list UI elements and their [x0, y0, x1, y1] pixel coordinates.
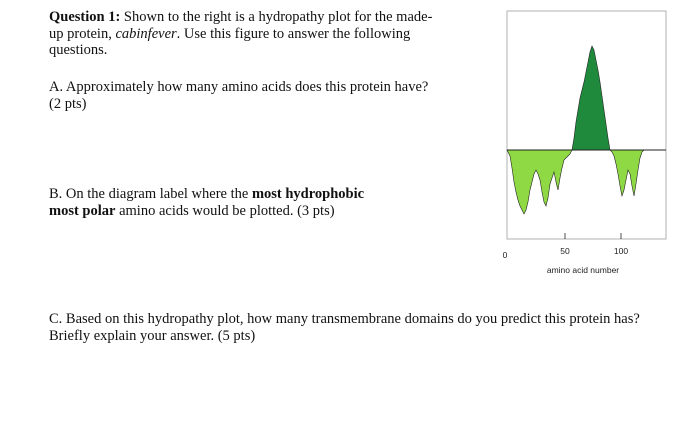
- x-axis-label: amino acid number: [546, 265, 620, 275]
- part-b-text: [49, 186, 469, 219]
- hydrophobic-peak: [572, 46, 610, 150]
- question-1-text: [49, 9, 444, 59]
- part-b: [49, 186, 469, 219]
- question-1-text-after: . Use this figure to answer the following questions.: [49, 25, 411, 58]
- part-a: [49, 79, 444, 112]
- part-b-bold-hydrophobic: most hydrophobic: [251, 186, 365, 202]
- x-tick-label-50: 50: [560, 246, 570, 256]
- x-tick-label-100: 100: [613, 246, 629, 256]
- question-1-label: Question 1:: [49, 9, 121, 25]
- protein-name: cabinfever: [115, 25, 177, 42]
- question-1: [49, 9, 444, 59]
- part-c-text: C. Based on this hydropathy plot, how many transmembrane domains do you predict this protein has? Briefly explain your answer. (5 pts): [49, 311, 640, 344]
- part-b-suffix: amino acids would be plotted. (3 pts): [115, 202, 335, 219]
- x-tick-label-0: 0: [502, 250, 508, 260]
- part-b-prefix: B. On the diagram label where the: [49, 186, 252, 202]
- question-1-text-before: Shown to the right is a hydropathy plot for the made-up protein,: [49, 9, 433, 42]
- part-a-text: A. Approximately how many amino acids does this protein have? (2 pts): [49, 79, 429, 112]
- polar-region-left: [507, 150, 572, 214]
- hydropathy-plot: [504, 10, 669, 280]
- polar-region-right: [610, 150, 644, 196]
- part-c: [49, 311, 659, 344]
- part-b-bold-polar: most polar: [49, 202, 116, 219]
